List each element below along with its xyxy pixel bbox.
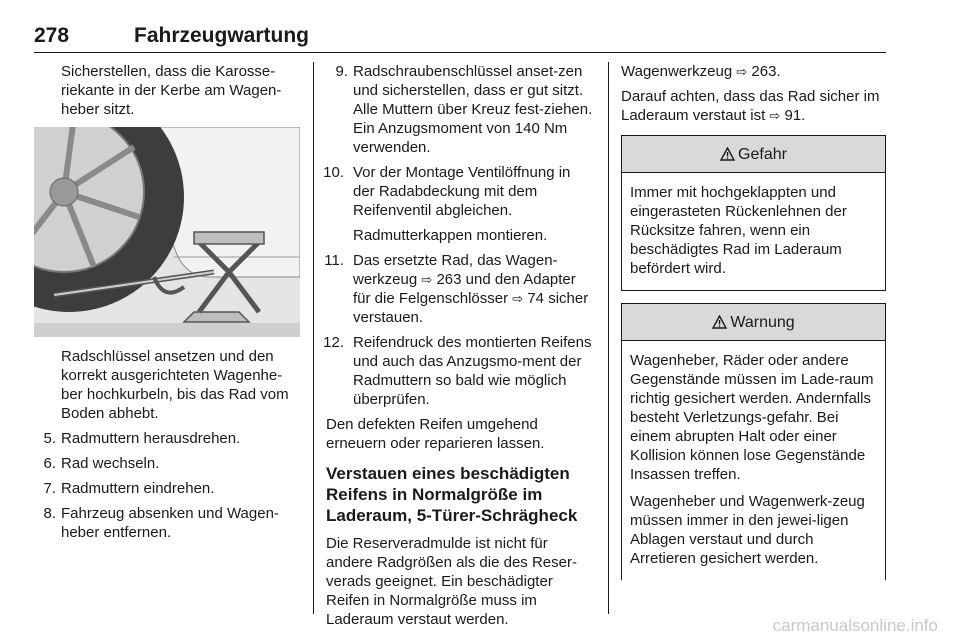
warning-title: Warnung — [730, 313, 795, 331]
column-divider-1 — [313, 62, 314, 614]
column-2 — [323, 62, 594, 635]
danger-box-body — [622, 173, 885, 290]
step-7 — [34, 479, 300, 498]
step-text: Radschraubenschlüssel anset-zen und sicherstellen, dass er gut sitzt. Alle Muttern über Kreuz fest-ziehen. Ein Anzugsmoment von 140 Nm verwenden. — [353, 63, 593, 156]
step-number: 8. — [43, 505, 56, 522]
step-10 — [323, 163, 594, 245]
danger-title: Gefahr — [738, 145, 787, 163]
step-9 — [326, 62, 594, 157]
column-3 — [621, 62, 886, 580]
danger-box — [621, 135, 886, 291]
warning-box-header — [622, 304, 885, 341]
step-text: Fahrzeug absenken und Wagen-heber entfernen. — [61, 505, 279, 541]
page-reference[interactable]: 263 — [436, 271, 462, 288]
warning-text-2: Wagenheber und Wagenwerk-zeug müssen immer in den jewei-ligen Ablagen verstaut und durch Arretieren gesichert werden. — [630, 493, 865, 567]
header-divider — [34, 52, 886, 53]
step-text: und den Adapter für die Felgenschlösser — [353, 271, 576, 307]
step-11 — [326, 251, 594, 327]
step-extra: Radmutterkappen montieren. — [353, 227, 548, 244]
after-steps-paragraph: Den defekten Reifen umgehend erneuern oder reparieren lassen. — [326, 416, 545, 452]
step-number: 5. — [43, 430, 56, 447]
section-heading: Verstauen eines beschädigten Reifens in Normalgröße im Laderaum, 5-Türer-Schrägheck — [326, 464, 578, 525]
step-6 — [34, 454, 300, 473]
column-1 — [34, 62, 300, 548]
reference-text: Darauf achten, dass das Rad sicher im Laderaum verstaut ist — [621, 88, 880, 124]
step-8 — [34, 504, 300, 542]
chapter-title: Fahrzeugwartung — [134, 24, 310, 47]
arrow-right-icon: ⇨ — [769, 108, 781, 123]
step-text: sicher verstauen. — [353, 290, 589, 326]
jack-illustration — [34, 127, 300, 337]
warning-text-1: Wagenheber, Räder oder andere Gegenstände müssen im Lade-raum richtig gesichert werden. Andernfalls besteht Verletzungs-gefahr. Bei einem abrupten Halt oder einer Kollision können lose Gegenstände Insassen treffen. — [630, 352, 874, 483]
step-text: Das ersetzte Rad, das Wagen-werkzeug — [353, 252, 558, 288]
tool-reference-paragraph — [621, 62, 886, 81]
step-text: Radmuttern herausdrehen. — [61, 430, 241, 447]
warning-triangle-icon — [720, 147, 735, 161]
reference-text: Wagenwerkzeug — [621, 63, 733, 80]
warning-box-body — [622, 341, 885, 580]
danger-text: Immer mit hochgeklappten und eingerasteten Rückenlehnen der Rücksitze fahren, wenn ein beschädigtes Rad im Laderaum befördert wird. — [630, 184, 847, 277]
step-5 — [34, 429, 300, 448]
warning-box — [621, 303, 886, 580]
arrow-right-icon: ⇨ — [421, 272, 433, 287]
secure-wheel-paragraph — [621, 87, 886, 125]
danger-box-header — [622, 136, 885, 173]
page-reference[interactable]: 91. — [784, 107, 806, 124]
jack-illustration-svg — [34, 127, 300, 337]
step-number: 7. — [43, 480, 56, 497]
step-text: Vor der Montage Ventilöffnung in der Radabdeckung mit dem Reifenventil abgleichen. — [353, 164, 571, 219]
figure-caption: Radschlüssel ansetzen und den korrekt ausgerichteten Wagenhe-ber hochkurbeln, bis das Rad vom Boden abhebt. — [61, 348, 289, 422]
step-number: 9. — [335, 63, 348, 80]
step-text: Reifendruck des montierten Reifens und auch das Anzugsmo-ment der Radmuttern so bald wie möglich überprüfen. — [353, 334, 592, 408]
step-number: 12. — [323, 334, 344, 351]
page-reference[interactable]: 263. — [751, 63, 781, 80]
step-text: Rad wechseln. — [61, 455, 160, 472]
step-number: 10. — [323, 164, 344, 181]
step-12 — [323, 333, 594, 409]
page-reference[interactable]: 74 — [527, 290, 545, 307]
intro-paragraph: Sicherstellen, dass die Karosse-riekante in der Kerbe am Wagen-heber sitzt. — [61, 63, 282, 118]
arrow-right-icon: ⇨ — [736, 64, 748, 79]
watermark: carmanualsonline.info — [772, 616, 938, 635]
step-number: 6. — [43, 455, 56, 472]
page-header — [34, 24, 886, 52]
page-number: 278 — [34, 24, 70, 47]
arrow-right-icon: ⇨ — [512, 291, 524, 306]
warning-triangle-icon — [712, 315, 727, 329]
column-divider-2 — [608, 62, 609, 614]
step-text: Radmuttern eindrehen. — [61, 480, 215, 497]
step-number: 11. — [324, 252, 344, 269]
section-body: Die Reserveradmulde ist nicht für andere Radgrößen als die des Reser-verads geeignet. Ein beschädigter Reifen in Normalgröße muss im Laderaum verstaut werden. — [326, 535, 577, 628]
